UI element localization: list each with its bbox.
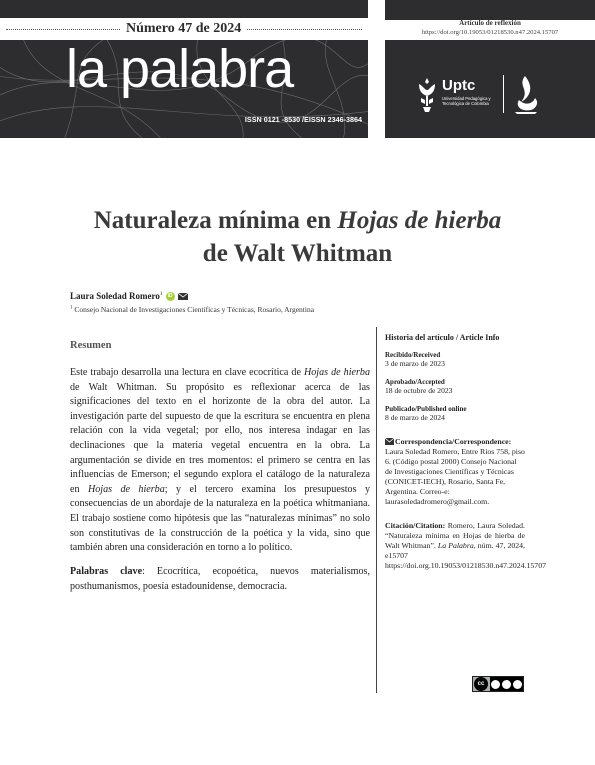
- author-line: [70, 291, 188, 301]
- received-block: Recibido/Received 3 de marzo de 2023: [385, 351, 445, 368]
- flame-emblem-icon: [511, 74, 541, 116]
- mail-icon[interactable]: [178, 293, 188, 300]
- mail-icon: [385, 438, 394, 445]
- logo-divider: [503, 75, 504, 113]
- nd-icon: [513, 680, 522, 689]
- journal-logo: la palabra: [66, 40, 294, 99]
- orcid-icon[interactable]: iD: [167, 292, 173, 299]
- article-title: [60, 204, 535, 270]
- nc-icon: [502, 680, 511, 689]
- header-top-bar: [0, 0, 368, 18]
- abstract-text: Este trabajo desarrolla una lectura en clave ecocrítica de Hojas de hierba de Walt Whitman. Su propósito es reflexionar acerca de las significaciones del texto en el horizonte de la obra del autor. La investigación parte del supuesto de que la escritura se encuentra en plena relación con la vida vegetal; por ello, nos interesa indagar en las declinaciones que la materia vegetal encuentra en la obra. La argumentación se divide en tres momentos: el primero se centra en las influencias de Emerson; el segundo explora el catálogo de la naturaleza en Hojas de hierba; y el tercero examina los presupuestos y consecuencias de un abordaje de la naturaleza en la poética whitmaniana. El trabajo sostiene como hipótesis que las “naturalezas mínimas” no solo son constitutivas de la construcción de la poética y la vida, sino que también abren una consideración en torno a lo político.: [70, 367, 371, 554]
- issue-row: [0, 18, 368, 40]
- title-italic: Hojas de hierba: [337, 207, 502, 234]
- journal-banner: [0, 40, 368, 138]
- header-doi-link[interactable]: https://doi.org/10.19053/01218530.n47.2024.15707: [421, 29, 559, 36]
- cc-license-badge[interactable]: [472, 676, 524, 692]
- accepted-block: Aprobado/Accepted 18 de octubre de 2023: [385, 378, 453, 395]
- author-name: Laura Soledad Romero$^1$: [70, 291, 163, 301]
- university-banner: [385, 40, 595, 138]
- article-info-heading: Historia del artículo / Article Info: [385, 333, 500, 342]
- article-type: Artículo de reflexión: [459, 19, 521, 27]
- issue-number: Número 47 de 2024: [120, 21, 247, 37]
- uptc-crest-icon: [415, 76, 439, 114]
- correspondence-text: Laura Soledad Romero, Entre Ríos 758, piso 6. (Código postal 2000) Consejo Nacional de Investigaciones Científicas y Técnicas (CONICET-IECH), Rosario, Santa Fe, Argentina. Correo-e: laurasoledadromero@gmail.com.: [385, 447, 525, 506]
- cc-icon: cc: [474, 677, 488, 691]
- abstract-heading: Resumen: [70, 340, 112, 351]
- university-subtitle: Universidad Pedagógica y Tecnológica de Colombia: [442, 96, 491, 106]
- affiliation: $^1$ Consejo Nacional de Investigaciones Científicas y Técnicas, Rosario, Argentina: [70, 305, 315, 314]
- title-part-2: de Walt Whitman: [202, 240, 393, 267]
- by-icon: [491, 680, 500, 689]
- issn: ISSN 0121 -8530 /EISSN 2346-3864: [244, 115, 362, 124]
- citation-block: Citación/Citation: Romero, Laura Soledad. “Naturaleza mínima en Hojas de hierba de Walt Whitman”. La Palabra, núm. 47, 2024, e15707 https://doi.org.10.19053/01218530.n47.2024.15707: [385, 521, 546, 570]
- keywords: Palabras clave: Ecocrítica, ecopoética, nuevos materialismos, posthumanismos, poesía estadounidense, democracia.: [70, 566, 370, 592]
- correspondence-block: Correspondencia/Correspondence: Laura Soledad Romero, Entre Ríos 758, piso 6. (Código postal 2000) Consejo Nacional de Investigaciones Científicas y Técnicas (CONICET-IECH), Rosario, Santa Fe, Argentina. Correo-e: laurasoledadromero@gmail.com.: [385, 437, 525, 506]
- header-top-bar-right: [385, 0, 595, 20]
- keywords-label: Palabras clave: [70, 566, 143, 577]
- university-name: Uptc: [442, 77, 476, 94]
- title-part-1: Naturaleza mínima en: [93, 207, 338, 234]
- column-divider: [376, 327, 377, 693]
- published-block: Publicado/Published online 8 de marzo de 2024: [385, 405, 467, 422]
